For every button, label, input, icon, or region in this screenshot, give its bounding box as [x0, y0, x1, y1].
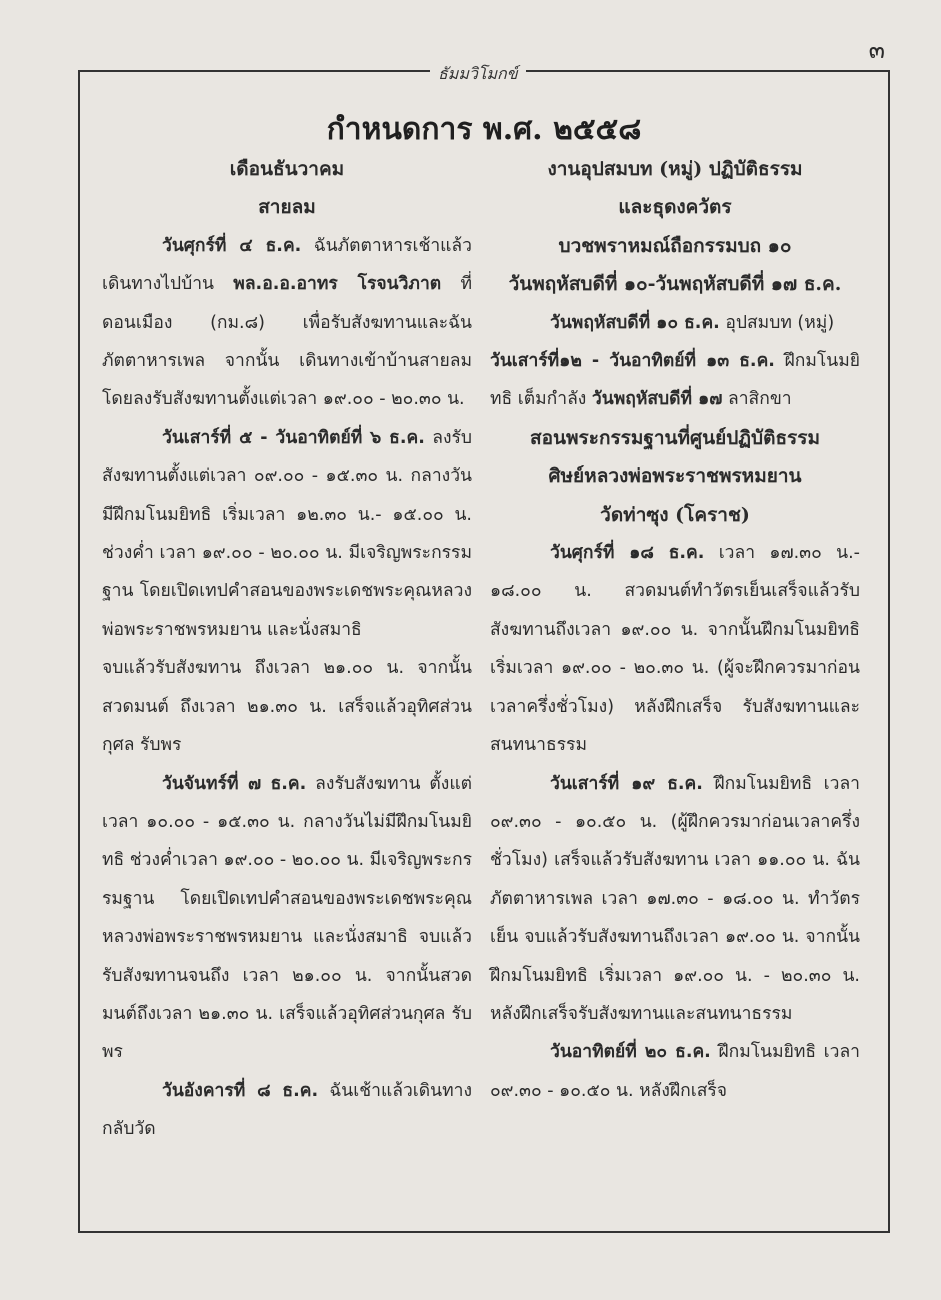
right-paragraph-4	[490, 765, 860, 1034]
host-name: พล.อ.อ.อาทร โรจนวิภาต	[233, 274, 442, 295]
right-heading-temple: วัดท่าซุง (โคราช)	[600, 503, 750, 526]
paragraph-text: อุปสมบท (หมู่)	[719, 312, 835, 333]
paragraph-text: ฝึกมโนมยิทธิ เต็มกำลัง	[490, 351, 861, 410]
right-paragraph-2	[490, 342, 860, 419]
left-heading-location: สายลม	[258, 196, 316, 219]
paragraph-text: ฉันภัตตาหารเช้าแล้วเดินทางไปบ้าน	[102, 235, 472, 295]
page-title: กำหนดการ พ.ศ. ๒๕๕๘	[326, 112, 642, 147]
right-heading-dates: วันพฤหัสบดีที่ ๑๐-วันพฤหัสบดีที่ ๑๗ ธ.ค.	[508, 273, 842, 296]
left-paragraph-4	[102, 765, 472, 1072]
right-heading-disciples: ศิษย์หลวงพ่อพระราชพรหมยาน	[548, 465, 802, 488]
right-heading-sub: และธุดงควัตร	[618, 196, 732, 219]
date-label: วันศุกร์ที่ ๑๘ ธ.ค.	[550, 543, 705, 564]
paragraph-text: ฝึกมโนมยิทธิ เวลา ๐๙.๓๐ - ๑๐.๕๐ น. หลังฝึกเสร็จ	[490, 1042, 860, 1101]
page-number: ๓	[868, 36, 885, 64]
right-heading-center: สอนพระกรรมฐานที่ศูนย์ปฏิบัติธรรม	[530, 426, 820, 449]
date-label: วันจันทร์ที่ ๗ ธ.ค.	[162, 773, 307, 794]
paragraph-text: ที่ดอนเมือง (กม.๘) เพื่อรับสังฆทานและฉันภัตตาหารเพล จากนั้น เดินทางเข้าบ้านสายลม โดยลงรับสังฆทานตั้งแต่เวลา ๑๙.๐๐ - ๒๐.๓๐ น.	[102, 274, 472, 410]
date-label: วันเสาร์ที่ ๑๙ ธ.ค.	[550, 773, 703, 794]
right-paragraph-3	[490, 534, 860, 764]
paragraph-text: ลงรับสังฆทาน ตั้งแต่เวลา ๑๐.๐๐ - ๑๕.๓๐ น. กลางวันไม่มีฝึกมโนมยิทธิ ช่วงค่ำเวลา ๑๙.๐๐ - ๒๐.๐๐ น. มีเจริญพระกรรมฐาน โดยเปิดเทปคำสอนของพระเดชพระคุณหลวงพ่อพระราชพรหมยาน และนั่งสมาธิ จบแล้วรับสังฆทานจนถึง เวลา ๒๑.๐๐ น. จากนั้นสวดมนต์ถึงเวลา ๒๑.๓๐ น. เสร็จแล้วอุทิศส่วนกุศล รับพร	[102, 773, 472, 1063]
left-paragraph-5	[102, 1072, 472, 1149]
paragraph-text: ฉันเช้าแล้วเดินทางกลับวัด	[102, 1080, 472, 1140]
date-label: วันพฤหัสบดีที่ ๑๐ ธ.ค.	[550, 312, 720, 333]
right-heading-precepts: บวชพราหมณ์ถือกรรมบถ ๑๐	[558, 234, 792, 257]
right-column	[490, 150, 860, 1110]
paragraph-text: ฝึกมโนมยิทธิ เวลา ๐๙.๓๐ - ๑๐.๕๐ น. (ผู้ฝึกควรมาก่อนเวลาครึ่งชั่วโมง) เสร็จแล้วรับสังฆทาน เวลา ๑๑.๐๐ น. ฉันภัตตาหารเพล เวลา ๑๗.๓๐ - ๑๘.๐๐ น. ทำวัตรเย็น จบแล้วรับสังฆทานถึงเวลา ๑๙.๐๐ น. จากนั้น ฝึกมโนมยิทธิ เริ่มเวลา ๑๙.๐๐ น. - ๒๐.๓๐ น. หลังฝึกเสร็จรับสังฆทานและสนทนาธรรม	[490, 773, 860, 1024]
paragraph-text: เวลา ๑๗.๓๐ น.- ๑๘.๐๐ น. สวดมนต์ทำวัตรเย็นเสร็จแล้วรับสังฆทานถึงเวลา ๑๙.๐๐ น. จากนั้นฝึกมโนมยิทธิ เริ่มเวลา ๑๙.๐๐ - ๒๐.๓๐ น. (ผู้จะฝึกควรมาก่อนเวลาครึ่งชั่วโมง) หลังฝึกเสร็จ รับสังฆทานและสนทนาธรรม	[490, 543, 860, 756]
right-paragraph-1	[490, 304, 860, 342]
right-heading-event: งานอุปสมบท (หมู่) ปฏิบัติธรรม	[547, 158, 803, 180]
date-label: วันอาทิตย์ที่ ๒๐ ธ.ค.	[550, 1042, 711, 1063]
date-label: วันเสาร์ที่๑๒ - วันอาทิตย์ที่ ๑๓ ธ.ค.	[490, 351, 775, 372]
left-heading-month: เดือนธันวาคม	[229, 158, 345, 180]
header-label: ธัมมวิโมกข์	[430, 62, 526, 87]
date-label: วันอังคารที่ ๘ ธ.ค.	[162, 1080, 319, 1101]
paragraph-text: ลงรับสังฆทานตั้งแต่เวลา ๐๙.๐๐ - ๑๕.๓๐ น. กลางวันมีฝึกมโนมยิทธิ เริ่มเวลา ๑๒.๓๐ น.- ๑๕.๐๐ น. ช่วงค่ำ เวลา ๑๙.๐๐ - ๒๐.๐๐ น. มีเจริญพระกรรมฐาน โดยเปิดเทปคำสอนของพระเดชพระคุณหลวงพ่อพระราชพรหมยาน และนั่งสมาธิ	[102, 427, 472, 640]
date-label: วันศุกร์ที่ ๔ ธ.ค.	[162, 235, 302, 256]
paragraph-text: ลาสิกขา	[722, 389, 792, 410]
left-paragraph-2	[102, 419, 472, 649]
date-label: วันพฤหัสบดีที่ ๑๗	[591, 389, 723, 410]
left-paragraph-1	[102, 227, 472, 419]
right-paragraph-5	[490, 1033, 860, 1110]
left-paragraph-3: จบแล้วรับสังฆทาน ถึงเวลา ๒๑.๐๐ น. จากนั้นสวดมนต์ ถึงเวลา ๒๑.๓๐ น. เสร็จแล้วอุทิศส่วนกุศล รับพร	[102, 658, 472, 756]
left-column	[102, 150, 472, 1149]
date-label: วันเสาร์ที่ ๕ - วันอาทิตย์ที่ ๖ ธ.ค.	[162, 427, 425, 448]
